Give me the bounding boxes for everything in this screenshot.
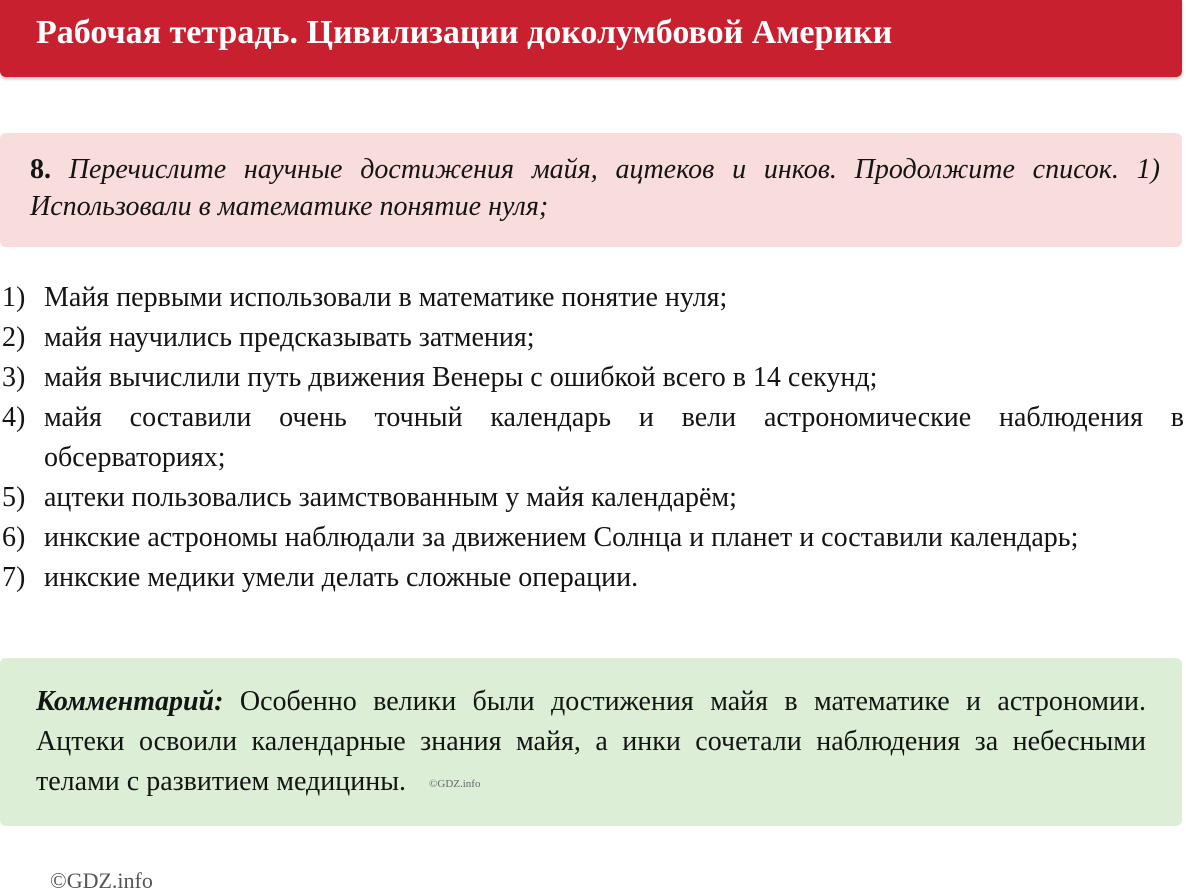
- comment-copyright-mark: ©GDZ.info: [429, 777, 481, 790]
- comment-label: Комментарий:: [36, 686, 224, 717]
- list-item: [0, 318, 1186, 358]
- comment-body: Особенно велики были достижения майя в математике и астрономии. Ацтеки освоили календарные знания майя, а инки сочетали наблюдения за небесными телами с развитием медицины.: [36, 686, 1146, 797]
- answer-list: [0, 278, 1186, 598]
- list-marker: 3): [2, 362, 26, 393]
- comment-text: [36, 682, 1146, 804]
- list-marker: 4): [2, 402, 26, 433]
- comment-box: [0, 658, 1182, 826]
- list-item: [0, 518, 1186, 558]
- list-item-text: инкские астрономы наблюдали за движением Солнца и планет и составили календарь;: [44, 522, 1079, 553]
- page-title: Рабочая тетрадь. Цивилизации доколумбовой Америки: [36, 14, 893, 51]
- list-item: [0, 558, 1186, 598]
- page-header: [0, 0, 1182, 77]
- list-item-text: майя составили очень точный календарь и вели астрономические наблюдения в обсерваториях;: [44, 402, 1184, 473]
- list-marker: 7): [2, 562, 26, 593]
- list-marker: 2): [2, 322, 26, 353]
- list-marker: 5): [2, 482, 26, 513]
- list-marker: 6): [2, 522, 26, 553]
- list-item: [0, 358, 1186, 398]
- list-item: [0, 278, 1186, 318]
- list-item-text: майя научились предсказывать затмения;: [44, 322, 535, 353]
- list-item: [0, 478, 1186, 518]
- task-text: [30, 151, 1160, 225]
- list-item-text: майя вычислили путь движения Венеры с ошибкой всего в 14 секунд;: [44, 362, 878, 393]
- list-item-text: инкские медики умели делать сложные операции.: [44, 562, 639, 593]
- list-item-text: ацтеки пользовались заимствованным у майя календарём;: [44, 482, 737, 513]
- list-item-text: Майя первыми использовали в математике понятие нуля;: [44, 282, 728, 313]
- footer-copyright: ©GDZ.info: [50, 868, 153, 893]
- list-marker: 1): [2, 282, 26, 313]
- task-question: Перечислите научные достижения майя, ацтеков и инков. Продолжите список. 1) Использовали в математике понятие нуля;: [30, 154, 1160, 222]
- task-number: 8.: [30, 154, 51, 185]
- task-box: [0, 133, 1182, 247]
- list-item: [0, 398, 1186, 478]
